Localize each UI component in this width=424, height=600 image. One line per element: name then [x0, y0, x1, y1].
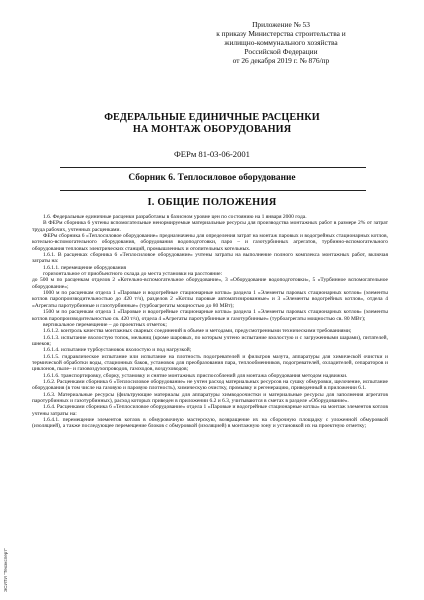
paragraph: 1.6.1.3. испытание вхолостую топок, мельниц (кроме шаровых, по которым учтено испытание вхолостую и с загруженными шарами), питателей, шнеков;	[32, 334, 388, 347]
title-line-2: НА МОНТАЖ ОБОРУДОВАНИЯ	[132, 124, 292, 135]
collection-title: Сборник 6. Теплосиловое оборудование	[128, 173, 296, 183]
paragraph: горизонтальное от приобъектного склада до места установки на расстояние:	[43, 271, 223, 278]
appendix-country: Российской Федерации	[244, 47, 318, 56]
paragraph: ФЕРм сборника 6 «Теплосиловое оборудование» предназначены для определения затрат на монтаж паровых и водогрейных стационарных котлов, котельно-вспомогательного оборудования, оборудования водоподготовки, паро – и газотурбинных агрегатов, турбинно-вспомогательного оборудования тепловых электрических станций, промышленных и отопительных котельных.	[32, 233, 388, 252]
paragraph: 1.6. Федеральные единичные расценки разработаны в базисном уровне цен по состоянию на 1 января 2000 года.	[43, 214, 307, 220]
paragraph: до 500 м по расценкам отделов 2 «Котельно-вспомогательное оборудование», 3 «Оборудование водоподготовки», 5 «Турбинное вспомогательное оборудование»;	[32, 277, 388, 290]
paragraph: 1.6.1.2. контроль качества монтажных сварных соединений в объеме и методами, предусмотренными техническими требованиями;	[43, 328, 352, 335]
divider-bottom	[60, 190, 366, 191]
source-watermark: ЭСИТИ "Техэксперт"	[3, 547, 8, 592]
paragraph: 1.6.1.6. транспортировку, сборку, установку и снятие монтажных приспособлений для монтажа оборудования методом надвижки.	[43, 372, 348, 379]
paragraph: 1.6.1. В расценках сборника 6 «Теплосиловое оборудование» учтены затраты на выполнение полного комплекса монтажных работ, включая затраты на:	[32, 252, 388, 265]
paragraph: 1.6.4.1. перемещение элементов котлов в обмуровочную мастерскую, возвращение их на сборочную площадку с уложенной обмуровкой (изоляцией), а также последующее перемещение блоков с обмуровкой (изоляцией) в монтажную зону и установкой их на проектную отметку;	[32, 417, 388, 430]
appendix-ministry: жилищно-коммунального хозяйства	[224, 38, 338, 47]
section-heading: I. ОБЩИЕ ПОЛОЖЕНИЯ	[147, 197, 277, 208]
appendix-number: Приложение № 53	[252, 20, 310, 29]
title-line-1: ФЕДЕРАЛЬНЫЕ ЕДИНИЧНЫЕ РАСЦЕНКИ	[104, 112, 320, 123]
appendix-block	[196, 20, 366, 65]
paragraph: 1.6.1.1. перемещение оборудования	[43, 264, 127, 271]
paragraph: 1.6.2. Расценками сборника 6 «Теплосиловое оборудование» не учтен расход материальных ресурсов на сушку обмуровки, щелочение, испытание оборудования (в том числе на газовую и паровую плотность), химическую очистку, промывку и регенерацию, приведенный в приложении 6.1.	[32, 378, 388, 392]
paragraph: 1000 м по расценкам отдела 1 «Паровые и водогрейные стационарные котлы» раздела 1 «Элементы паровых стационарных котлов» (элементы котлов паропроизводительностью до 420 т/ч), разделов 2 «Котлы паровые автоматизированные» и 3 «Элементы водогрейных котлов», отдела 4 «Агрегаты паротурбинные и газотурбинные» (турбоагрегаты мощностью до 80 МВт);	[32, 290, 388, 309]
paragraph: 1.6.1.4. испытание турбоустановок вхолостую и под нагрузкой;	[43, 347, 192, 354]
document-title	[40, 112, 384, 136]
appendix-order: к приказу Министерства строительства и	[216, 29, 346, 38]
paragraph: вертикальное перемещение – до проектных отметок;	[43, 321, 167, 328]
paragraph: В ФЕРм сборника 6 учтены вспомогательные ненормируемые материальные ресурсы для производства монтажных работ в размере 2% от затрат труда рабочих, учтенных расценками.	[32, 220, 388, 233]
paragraph: 1.6.3. Материальные ресурсы (фильтрующие материалы для аппаратуры химводоочистки и материальные ресурсы для заполнения агрегатов паротурбинных и газотурбинных), расход которых приведен в приложении 6.2 и 6.3, учитываются в сметах в разделе «Оборудование».	[32, 391, 388, 404]
paragraph: 1500 м по расценкам отдела 1 «Паровые и водогрейные стационарные котлы» раздела 1 «Элементы паровых стационарных котлов» (элементы котлов паропроизводительностью св. 420 т/ч), отдела 4 «Агрегаты паротурбинные и газотурбинные» (турбоагрегаты мощностью св. 80 МВт);	[32, 309, 388, 322]
paragraph: 1.6.1.5. гидравлическое испытание или испытание на плотность подогревателей и фильтров мазута, аппаратуры для химической очистки и термической обработки воды, стационных баков, установок для преобразования пара, теплообменников, подогревателей, охладителей, сепараторов и циклонов, пыле– и газовоздухопроводов, газоходов, воздуховодов;	[32, 353, 388, 373]
appendix-date: от 26 декабря 2019 г. № 876/пр	[232, 56, 330, 65]
document-body	[32, 214, 388, 430]
divider-top	[60, 167, 366, 168]
paragraph: 1.6.4. Расценками сборника 6 «Теплосиловое оборудование» отдела 1 «Паровые и водогрейные стационарные котлы» на монтаж элементов котлов учтены затраты на:	[32, 404, 388, 417]
document-code: ФЕРм 81-03-06-2001	[174, 149, 250, 159]
